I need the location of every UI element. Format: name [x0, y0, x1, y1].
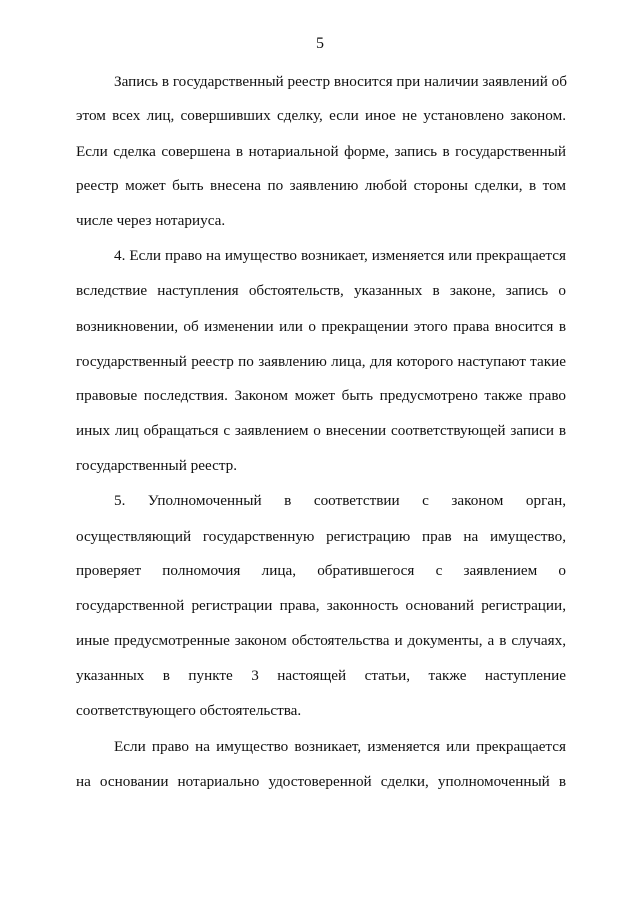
text-line: Запись в государственный реестр вносится при наличии заявлений об: [114, 73, 567, 90]
text-line: иные предусмотренные законом обстоятельства и документы, а в случаях,: [76, 632, 566, 649]
text-line: государственной регистрации права, законность оснований регистрации,: [76, 597, 566, 614]
text-line: числе через нотариуса.: [76, 212, 226, 229]
text-line: этом всех лиц, совершивших сделку, если иное не установлено законом.: [76, 107, 566, 124]
text-line: государственный реестр.: [76, 457, 238, 474]
text-line: указанных в пункте 3 настоящей статьи, также наступление: [76, 667, 566, 684]
text-line: проверяет полномочия лица, обратившегося с заявлением о: [76, 562, 566, 579]
text-line: на основании нотариально удостоверенной сделки, уполномоченный в: [76, 773, 566, 790]
text-line: Если сделка совершена в нотариальной форме, запись в государственный: [76, 143, 566, 160]
text-line: государственный реестр по заявлению лица, для которого наступают такие: [76, 353, 566, 370]
text-line: реестр может быть внесена по заявлению любой стороны сделки, в том: [76, 177, 566, 194]
text-line: Если право на имущество возникает, изменяется или прекращается: [114, 738, 566, 755]
text-line: правовые последствия. Законом может быть предусмотрено также право: [76, 387, 566, 404]
text-line: вследствие наступления обстоятельств, указанных в законе, запись о: [76, 282, 566, 299]
text-line: осуществляющий государственную регистрацию прав на имущество,: [76, 528, 566, 545]
text-line: соответствующего обстоятельства.: [76, 702, 302, 719]
text-line: 5. Уполномоченный в соответствии с законом орган,: [114, 492, 566, 509]
page-number: 5: [316, 35, 324, 52]
text-line: 4. Если право на имущество возникает, изменяется или прекращается: [114, 247, 566, 264]
text-line: возникновении, об изменении или о прекращении этого права вносится в: [76, 318, 566, 335]
text-line: иных лиц обращаться с заявлением о внесении соответствующей записи в: [76, 422, 566, 439]
